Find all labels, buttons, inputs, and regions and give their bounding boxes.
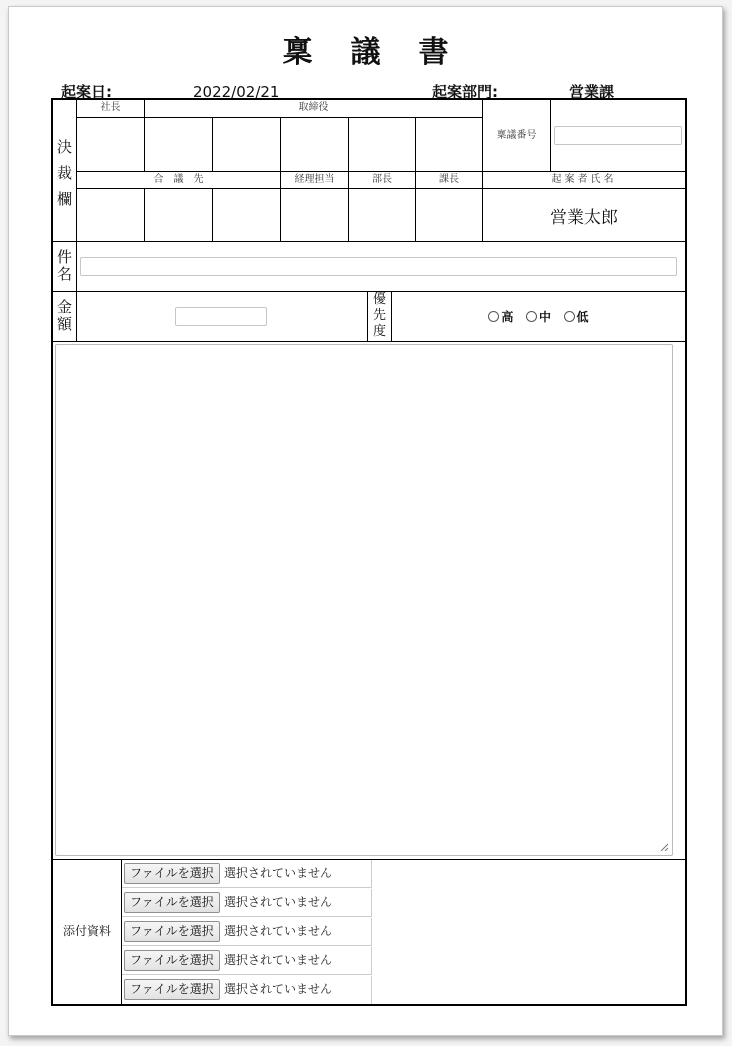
radio-icon[interactable] bbox=[526, 311, 537, 322]
priority-option-low[interactable] bbox=[564, 310, 589, 324]
manager-header: 部長 bbox=[349, 172, 416, 189]
ringi-form bbox=[51, 98, 687, 1006]
amount-cell bbox=[77, 292, 368, 342]
attachments-label: 添付資料 bbox=[62, 924, 111, 938]
file-select-button-4[interactable]: ファイルを選択 bbox=[124, 950, 220, 971]
file-select-button-1[interactable]: ファイルを選択 bbox=[124, 863, 220, 884]
stamp-director-4[interactable] bbox=[349, 118, 416, 172]
president-header: 社長 bbox=[77, 100, 145, 118]
file-status-5: 選択されていません bbox=[224, 982, 333, 996]
drafter-name-header: 起案者氏名 bbox=[483, 172, 685, 189]
priority-label-cell bbox=[368, 292, 392, 342]
approval-side-label bbox=[53, 134, 76, 212]
stamp-director-1[interactable] bbox=[145, 118, 213, 172]
priority-option-low-label: 低 bbox=[576, 310, 589, 324]
draft-date-value: 2022/02/21 bbox=[193, 83, 280, 101]
priority-option-medium[interactable] bbox=[526, 310, 551, 324]
radio-icon[interactable] bbox=[488, 311, 499, 322]
radio-icon[interactable] bbox=[564, 311, 575, 322]
approval-side-label-cell bbox=[53, 100, 77, 242]
stamp-manager[interactable] bbox=[349, 189, 416, 242]
drafter-name: 営業太郎 bbox=[550, 208, 618, 228]
document-title: 稟議書 bbox=[282, 35, 487, 70]
amount-label: 金 額 bbox=[56, 298, 72, 333]
stamp-consult-3[interactable] bbox=[213, 189, 281, 242]
draft-dept-label: 起案部門: bbox=[432, 83, 498, 101]
section-chief-header: 課長 bbox=[416, 172, 483, 189]
approval-side-text: 決 裁 欄 bbox=[56, 138, 72, 208]
stamp-consult-1[interactable] bbox=[77, 189, 145, 242]
body-cell bbox=[53, 342, 685, 860]
subject-input[interactable] bbox=[80, 257, 677, 276]
subject-label-cell bbox=[53, 242, 77, 292]
priority-option-high[interactable] bbox=[488, 310, 513, 324]
file-status-2: 選択されていません bbox=[224, 895, 333, 909]
file-status-3: 選択されていません bbox=[224, 924, 333, 938]
draft-dept-value: 営業課 bbox=[569, 83, 615, 101]
stamp-director-3[interactable] bbox=[281, 118, 349, 172]
stamp-director-5[interactable] bbox=[416, 118, 483, 172]
accounting-header: 経理担当 bbox=[281, 172, 349, 189]
file-status-4: 選択されていません bbox=[224, 953, 333, 967]
amount-input[interactable] bbox=[175, 307, 267, 326]
priority-option-medium-label: 中 bbox=[538, 310, 551, 324]
stamp-director-2[interactable] bbox=[213, 118, 281, 172]
file-select-button-3[interactable]: ファイルを選択 bbox=[124, 921, 220, 942]
priority-label: 優 先 度 bbox=[372, 292, 386, 339]
draft-date-label: 起案日: bbox=[61, 83, 112, 101]
stamp-president[interactable] bbox=[77, 118, 145, 172]
stamp-accounting[interactable] bbox=[281, 189, 349, 242]
ringi-number-label: 稟議番号 bbox=[483, 100, 551, 172]
stamp-consult-2[interactable] bbox=[145, 189, 213, 242]
priority-cell bbox=[392, 292, 685, 342]
priority-option-high-label: 高 bbox=[501, 310, 514, 324]
ringi-document-page bbox=[8, 6, 723, 1036]
attachment-row-1 bbox=[122, 860, 372, 888]
file-status-1: 選択されていません bbox=[224, 866, 333, 880]
body-textarea[interactable] bbox=[55, 344, 673, 856]
ringi-number-cell bbox=[551, 100, 685, 172]
attachments-label-cell bbox=[53, 860, 122, 1004]
file-select-button-2[interactable]: ファイルを選択 bbox=[124, 892, 220, 913]
consult-header: 合 議 先 bbox=[77, 172, 281, 189]
stamp-section-chief[interactable] bbox=[416, 189, 483, 242]
priority-options bbox=[392, 308, 685, 325]
subject-label: 件 名 bbox=[56, 248, 72, 283]
file-select-button-5[interactable]: ファイルを選択 bbox=[124, 979, 220, 1000]
resize-handle-icon[interactable] bbox=[660, 843, 668, 851]
directors-header: 取締役 bbox=[145, 100, 483, 118]
attachment-row-3 bbox=[122, 918, 372, 946]
drafter-name-cell bbox=[483, 189, 685, 242]
attachment-row-4 bbox=[122, 947, 372, 975]
attachment-row-2 bbox=[122, 889, 372, 917]
subject-cell bbox=[77, 242, 685, 292]
amount-label-cell bbox=[53, 292, 77, 342]
ringi-number-input[interactable] bbox=[554, 126, 682, 145]
attachment-row-5 bbox=[122, 976, 372, 1004]
